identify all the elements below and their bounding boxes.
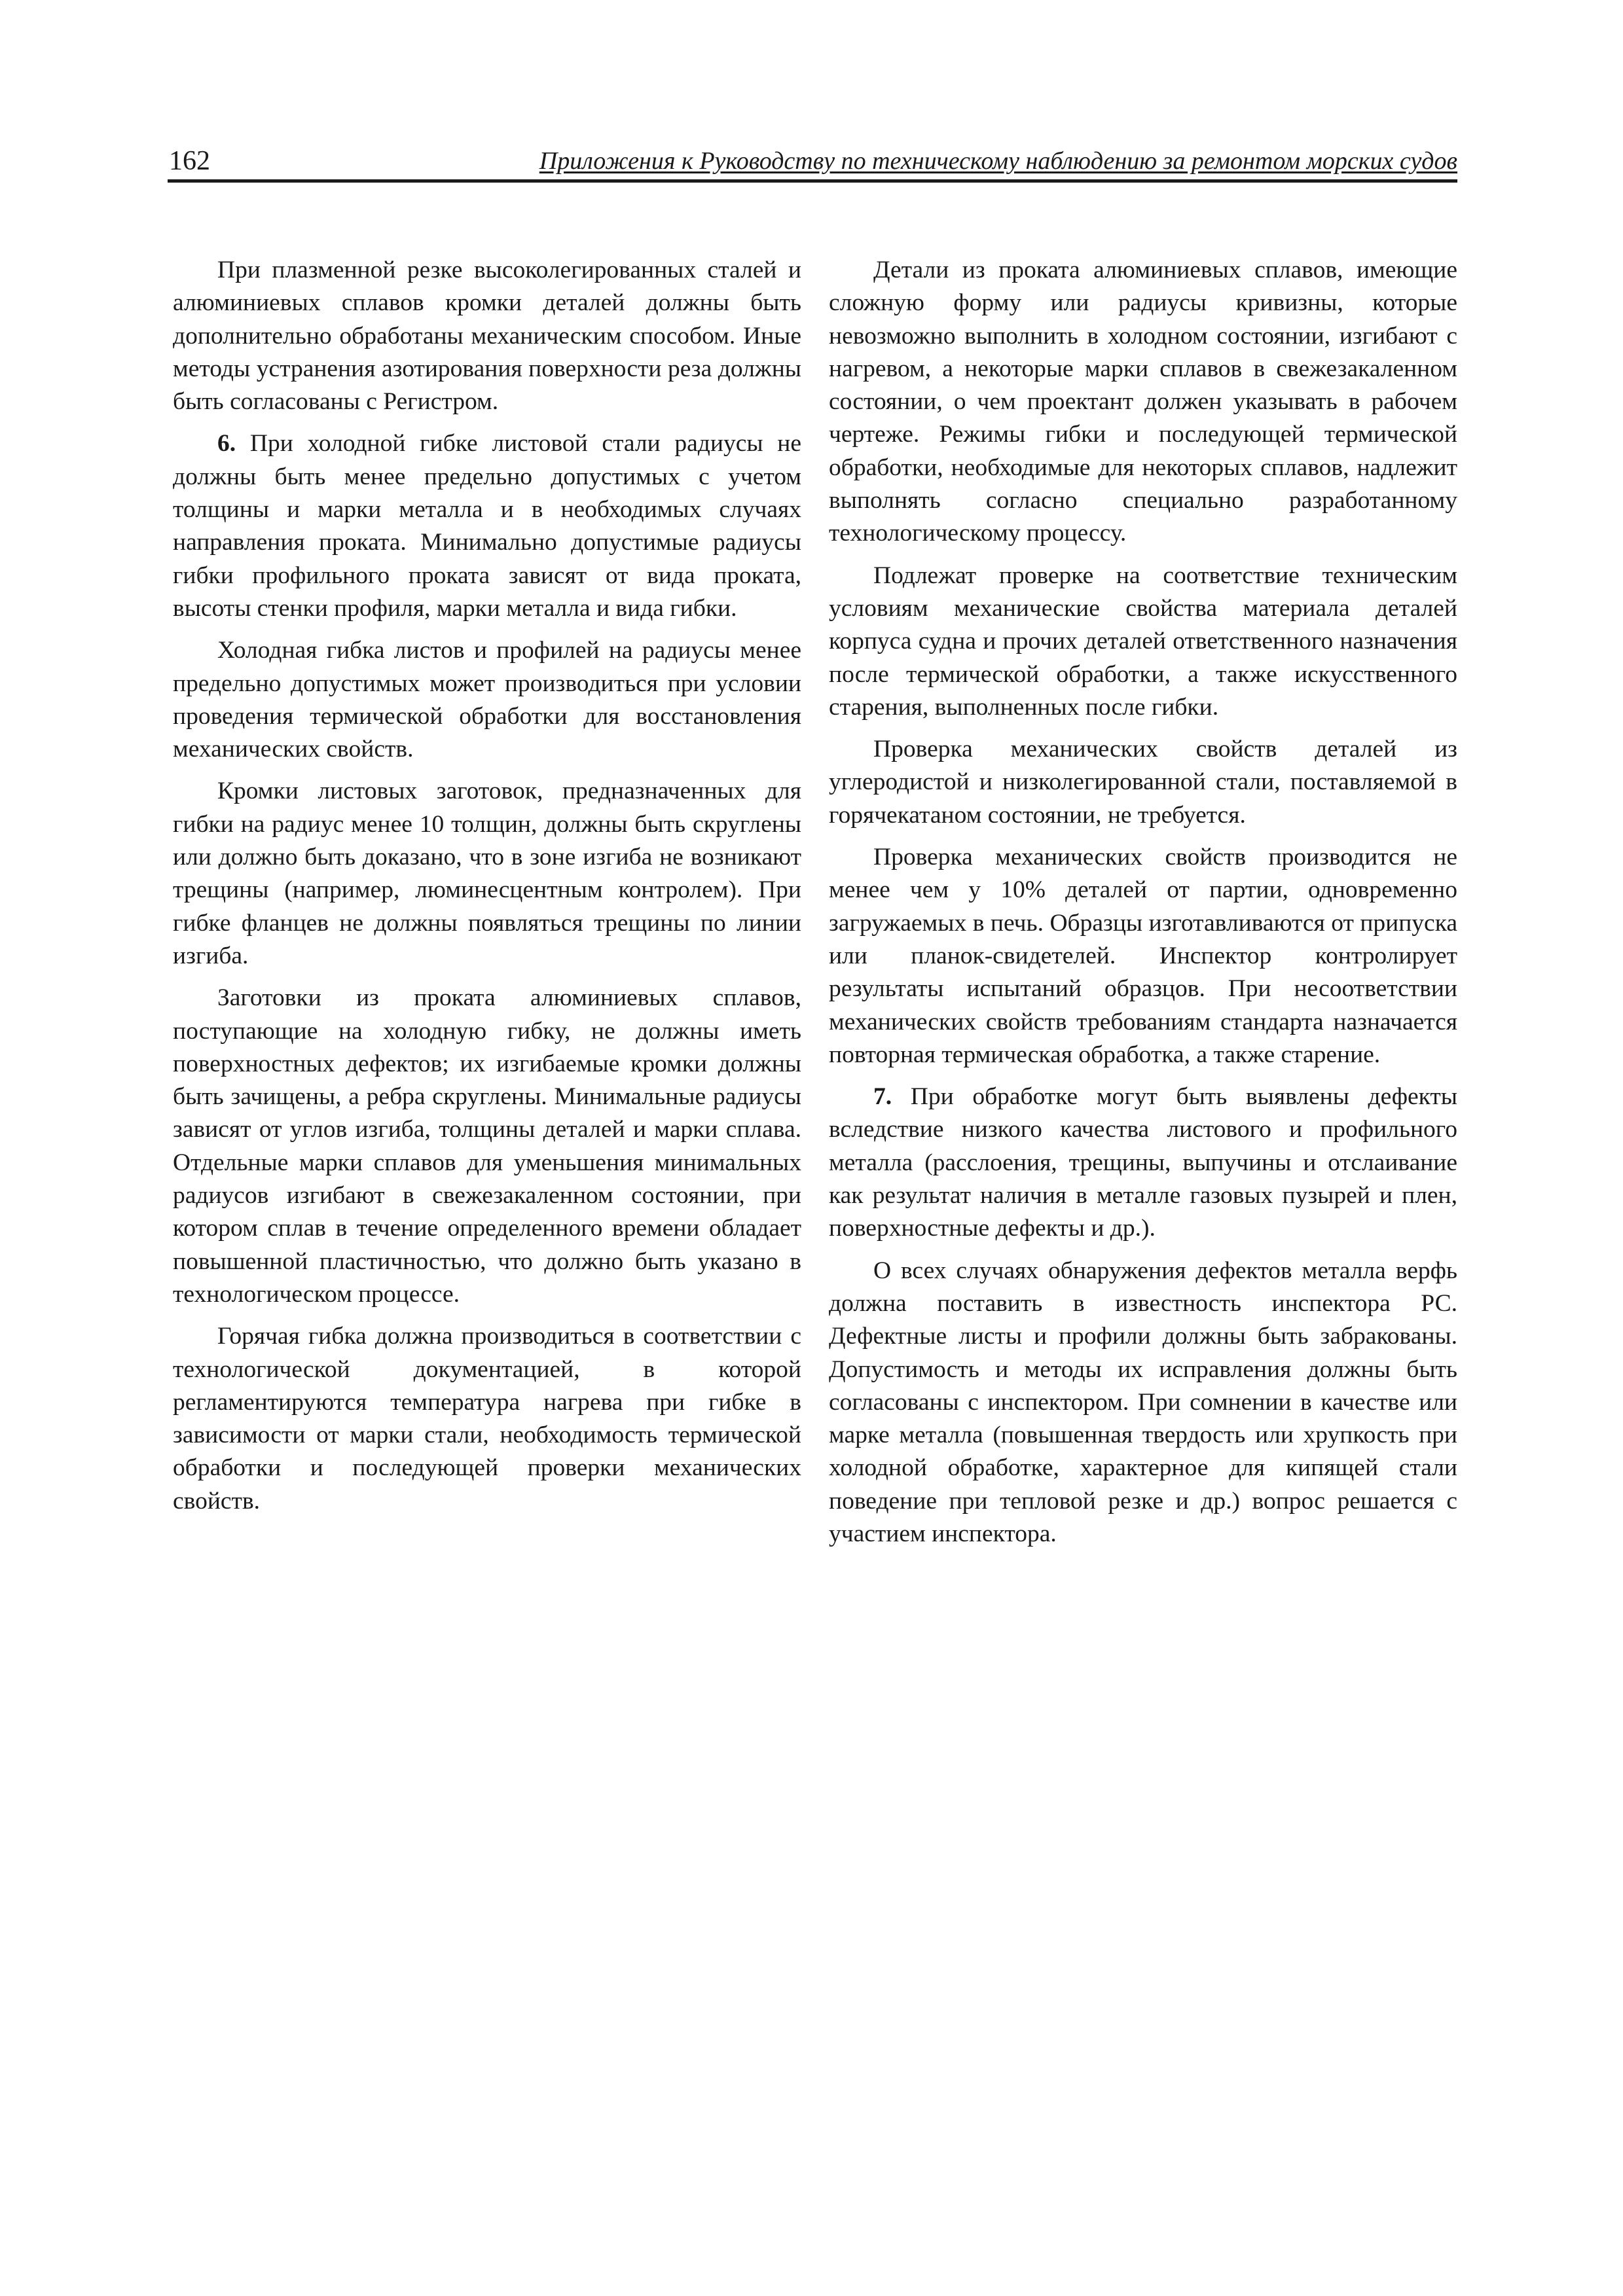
paragraph: Кромки листовых заготовок, предназначенных для гибки на радиус менее 10 толщин, должны быть скруглены или должно быть доказано, что в зоне изгиба не возникают трещины (например, люминесцентным контролем). При гибке фланцев не должны появляться трещины по линии изгиба. xyxy=(173,778,801,969)
page-number: 162 xyxy=(169,146,210,176)
paragraph: Заготовки из проката алюминиевых сплавов, поступающие на холодную гибку, не должны иметь поверхностных дефектов; их изгибаемые кромки должны быть зачищены, а ребра скруглены. Минимальные радиусы зависят от углов изгиба, толщины деталей и марки сплава. Отдельные марки сплавов для уменьшения минимальных радиусов изгибают в свежезакаленном состоянии, при котором сплав в течение определенного времени обладает повышенной пластичностью, что должно быть указано в технологическом процессе. xyxy=(173,984,801,1308)
running-title: Приложения к Руководству по техническому наблюдению за ремонтом морских судов xyxy=(539,147,1457,175)
paragraph: Подлежат проверке на соответствие техническим условиям механические свойства материала деталей корпуса судна и прочих деталей ответственного назначения после термической обработки, а также искусственного старения, выполненных после гибки. xyxy=(829,562,1457,721)
right-column xyxy=(829,254,1457,1560)
paragraph: 7. При обработке могут быть выявлены дефекты вследствие низкого качества листового и профильного металла (расслоения, трещины, выпучины и отслаивание как результат наличия в металле газовых пузырей и плен, поверхностные дефекты и др.). xyxy=(829,1083,1457,1242)
paragraph: Проверка механических свойств производится не менее чем у 10% деталей от партии, одновременно загружаемых в печь. Образцы изготавливаются от припуска или планок-свидетелей. Инспектор контролирует результаты испытаний образцов. При несоответствии механических свойств требованиям стандарта назначается повторная термическая обработка, а также старение. xyxy=(829,844,1457,1068)
paragraph: Холодная гибка листов и профилей на радиусы менее предельно допустимых может производиться при условии проведения термической обработки для восстановления механических свойств. xyxy=(173,637,801,763)
paragraph: 6. При холодной гибке листовой стали радиусы не должны быть менее предельно допустимых с учетом толщины и марки металла и в необходимых случаях направления проката. Минимально допустимые радиусы гибки профильного проката зависят от вида проката, высоты стенки профиля, марки металла и вида гибки. xyxy=(173,430,801,622)
section-number: 7. xyxy=(873,1083,892,1111)
paragraph: При плазменной резке высоколегированных сталей и алюминиевых сплавов кромки деталей должны быть дополнительно обработаны механическим способом. Иные методы устранения азотирования поверхности реза должны быть согласованы с Регистром. xyxy=(173,257,801,416)
left-column xyxy=(173,254,801,1527)
paragraph: Детали из проката алюминиевых сплавов, имеющие сложную форму или радиусы кривизны, которые невозможно выполнить в холодном состоянии, изгибают с нагревом, а некоторые марки сплавов в свежезакаленном состоянии, о чем проектант должен указывать в рабочем чертеже. Режимы гибки и последующей термической обработки, необходимые для некоторых сплавов, надлежит выполнять согласно специально разработанному технологическому процессу. xyxy=(829,257,1457,547)
paragraph: Проверка механических свойств деталей из углеродистой и низколегированной стали, поставляемой в горячекатаном состоянии, не требуется. xyxy=(829,736,1457,829)
section-number: 6. xyxy=(217,430,236,457)
page-header xyxy=(168,145,1457,183)
paragraph: О всех случаях обнаружения дефектов металла верфь должна поставить в известность инспектора РС. Дефектные листы и профили должны быть забракованы. Допустимость и методы их исправления должны быть согласованы с инспектором. При сомнении в качестве или марке металла (повышенная твердость или хрупкость при холодной обработке, характерное для кипящей стали поведение при тепловой резке и др.) вопрос решается с участием инспектора. xyxy=(829,1257,1457,1547)
paragraph: Горячая гибка должна производиться в соответствии с технологической документацией, в которой регламентируются температура нагрева при гибке в зависимости от марки стали, необходимость термической обработки и последующей проверки механических свойств. xyxy=(173,1323,801,1515)
